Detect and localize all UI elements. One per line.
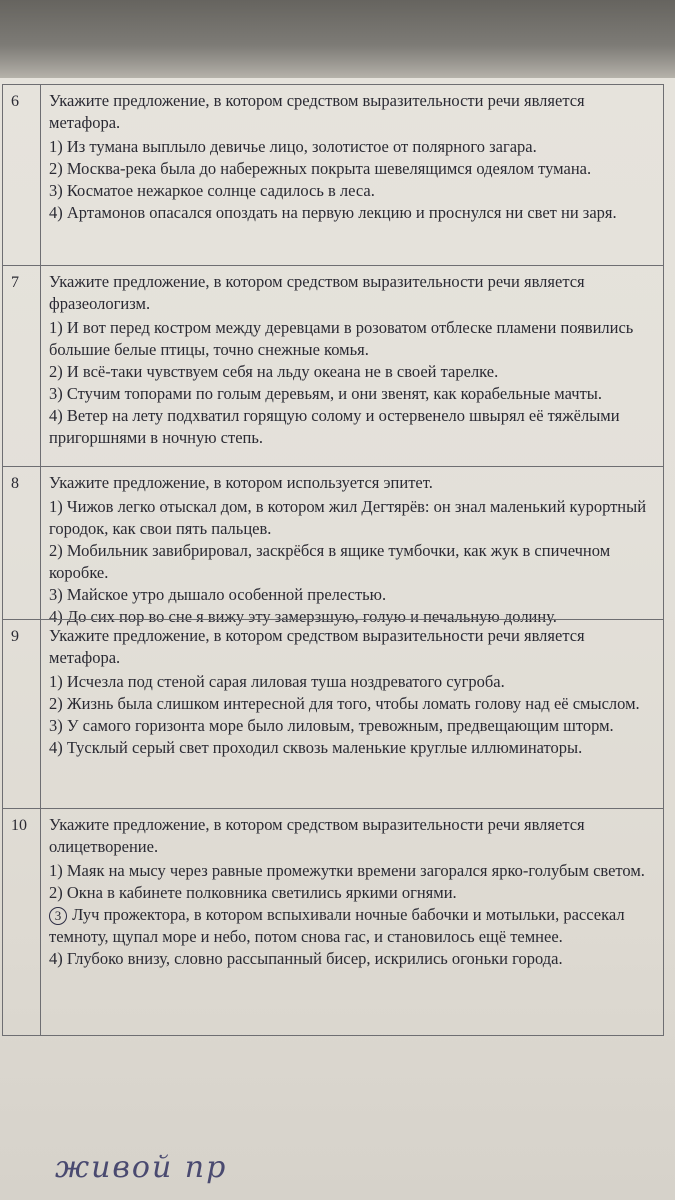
answer-option-text: Луч прожектора, в котором вспыхивали ночные бабочки и мотыльки, рассекал темноту, щупал море и небо, потом снова гас, и становилось ещё темнее. bbox=[49, 905, 625, 946]
answer-option: 3) У самого горизонта море было лиловым, тревожным, предвещающим шторм. bbox=[49, 716, 614, 735]
question-number: 6 bbox=[3, 85, 41, 265]
question-number: 9 bbox=[3, 620, 41, 808]
question-body bbox=[41, 620, 663, 762]
question-body bbox=[41, 266, 663, 452]
answer-option: 4) Ветер на лету подхватил горящую солому и остервенело швырял её тяжёлыми пригоршнями в ночную степь. bbox=[49, 406, 620, 447]
answer-option: 4) Тусклый серый свет проходил сквозь маленькие круглые иллюминаторы. bbox=[49, 738, 583, 757]
question-row-8 bbox=[3, 466, 663, 626]
question-prompt: Укажите предложение, в котором используется эпитет. bbox=[49, 473, 433, 492]
answer-option: 4) До сих пор во сне я вижу эту замерзшую, голую и печальную долину. bbox=[49, 607, 557, 626]
answer-option: 3) Майское утро дышало особенной прелестью. bbox=[49, 585, 387, 604]
answer-option: 3) Стучим топорами по голым деревьям, и они звенят, как корабельные мачты. bbox=[49, 384, 602, 403]
handwriting-text: живой пр bbox=[55, 1150, 228, 1185]
question-row-10 bbox=[3, 808, 663, 1036]
photo-background-top bbox=[0, 0, 675, 82]
answer-option: 4) Глубоко внизу, словно рассыпанный бисер, искрились огоньки города. bbox=[49, 949, 563, 968]
question-body bbox=[41, 85, 663, 227]
answer-option: 1) Маяк на мысу через равные промежутки времени загорался ярко-голубым светом. bbox=[49, 861, 645, 880]
handwritten-note bbox=[55, 1150, 475, 1200]
answer-option: 1) Чижов легко отыскал дом, в котором жил Дегтярёв: он знал маленький курортный городок, как свои пять пальцев. bbox=[49, 497, 647, 538]
answer-option: 1) Исчезла под стеной сарая лиловая туша ноздреватого сугроба. bbox=[49, 672, 505, 691]
question-body bbox=[41, 809, 663, 973]
answer-option: 1) Из тумана выплыло девичье лицо, золотистое от полярного загара. bbox=[49, 137, 537, 156]
answer-option: 4) Артамонов опасался опоздать на первую лекцию и проснулся ни свет ни заря. bbox=[49, 203, 617, 222]
question-row-9 bbox=[3, 619, 663, 808]
answer-option-circled bbox=[49, 904, 655, 948]
question-table bbox=[2, 84, 664, 1036]
question-number: 10 bbox=[3, 809, 41, 1035]
answer-option: 3) Косматое нежаркое солнце садилось в леса. bbox=[49, 181, 375, 200]
circled-answer-mark: 3 bbox=[49, 907, 67, 925]
answer-option: 1) И вот перед костром между деревцами в розоватом отблеске пламени появились большие белые птицы, точно снежные комья. bbox=[49, 318, 634, 359]
answer-option: 2) И всё-таки чувствуем себя на льду океана не в своей тарелке. bbox=[49, 362, 499, 381]
answer-option: 2) Москва-река была до набережных покрыта шевелящимся одеялом тумана. bbox=[49, 159, 592, 178]
question-number: 7 bbox=[3, 266, 41, 466]
question-row-7 bbox=[3, 265, 663, 466]
question-prompt: Укажите предложение, в котором средством выразительности речи является метафора. bbox=[49, 91, 585, 132]
question-body bbox=[41, 467, 663, 631]
question-row-6 bbox=[3, 84, 663, 265]
question-prompt: Укажите предложение, в котором средством выразительности речи является метафора. bbox=[49, 626, 585, 667]
question-prompt: Укажите предложение, в котором средством выразительности речи является фразеологизм. bbox=[49, 272, 585, 313]
question-prompt: Укажите предложение, в котором средством выразительности речи является олицетворение. bbox=[49, 815, 585, 856]
answer-option: 2) Жизнь была слишком интересной для того, чтобы ломать голову над её смыслом. bbox=[49, 694, 640, 713]
answer-option: 2) Мобильник завибрировал, заскрёбся в ящике тумбочки, как жук в спичечном коробке. bbox=[49, 541, 611, 582]
question-number: 8 bbox=[3, 467, 41, 619]
answer-option: 2) Окна в кабинете полковника светились яркими огнями. bbox=[49, 883, 457, 902]
